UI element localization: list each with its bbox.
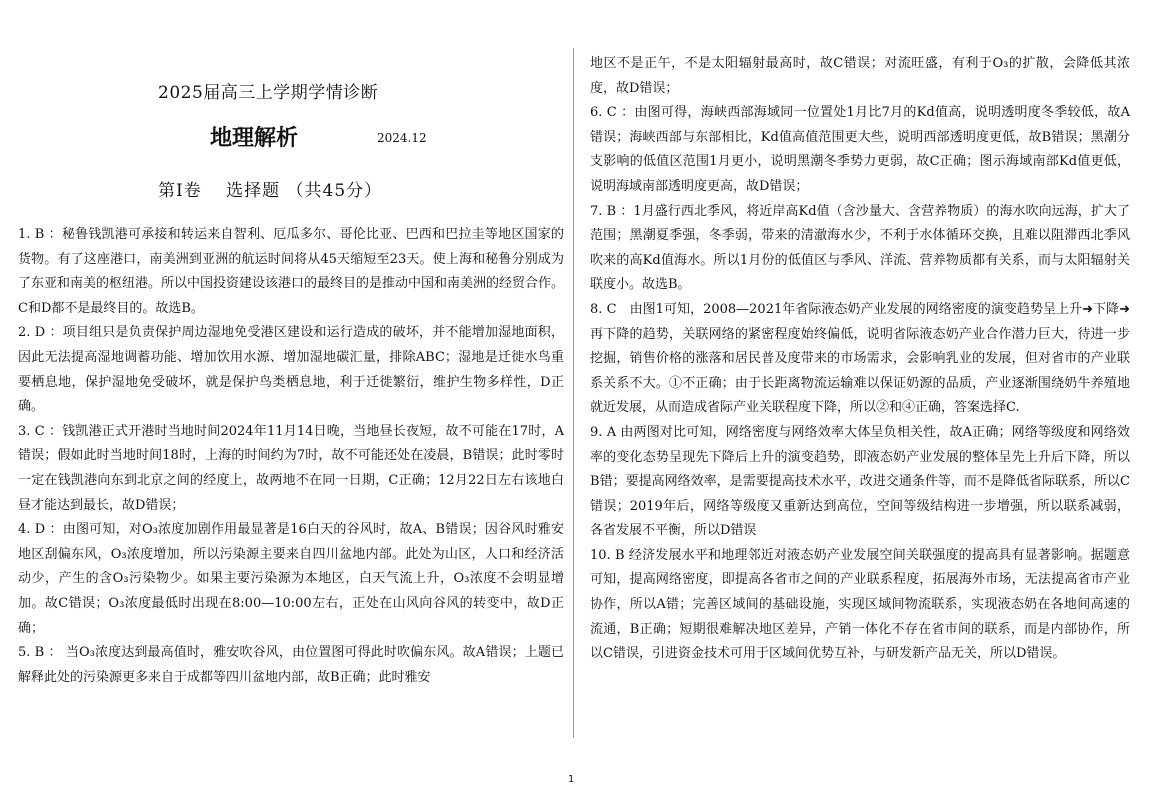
answer-7: 7. B ：1月盛行西北季风，将近岸高Kd值（含沙量大、含营养物质）的海水吹向远海，扩大了范围；黑潮夏季强，冬季弱，带来的清澈海水少，不利于水体循环交换，且难以阻滞西北季风吹来的高Kd值海水。所以1月份的低值区与季风、洋流、营养物质都有关系，而与太阳辐射关联度小。故选B。: [590, 203, 1130, 293]
answer-3: 3. C ：钱凯港正式开港时当地时间2024年11月14日晚，当地昼长夜短，故不可能在17时，A错误；假如此时当地时间18时，上海的时间约为7时，故不可能还处在凌晨，B错误；此时零时一定在钱凯港向东到北京之间的经度上，故两地不在同一日期，C正确；12月22日左右该地白昼才能达到最长，故D错误；: [18, 423, 564, 513]
answer-10: 10. B 经济发展水平和地理邻近对液态奶产业发展空间关联强度的提高具有显著影响。据题意可知，提高网络密度，即提高各省市之间的产业联系程度，拓展海外市场，无法提高省市产业协作，所以A错；完善区域间的基础设施，实现区域间物流联系，实现液态奶在各地间高速的流通，B正确；短期很难解决地区差异，产销一体化不存在省市间的联系，而是内部协作，所以C错误，引进资金技术可用于区域间优势互补，与研发新产品无关，所以D错误。: [590, 547, 1130, 662]
section-heading: 第Ⅰ卷 选择题 （共45分）: [158, 181, 383, 201]
exam-title: 2025届高三上学期学情诊断: [158, 83, 379, 103]
answer-1: 1. B ：秘鲁钱凯港可承接和转运来自智利、厄瓜多尔、哥伦比亚、巴西和巴拉圭等地区国家的货物。有了这座港口，南美洲到亚洲的航运时间将从45天缩短至23天。使上海和秘鲁分别成为了东亚和南美的枢纽港。所以中国投资建设该港口的最终目的是推动中国和南美洲的经贸合作。C和D都不是最终目的。故选B。: [18, 227, 565, 316]
answer-6: 6. C ：由图可得，海峡西部海域同一位置处1月比7月的Kd值高，说明透明度冬季较低，故A错误；海峡西部与东部相比，Kd值高值范围更大些，说明西部透明度更低，故B错误；黑潮分支影响的低值区范围1月更小，说明黑潮冬季势力更弱，故C正确；图示海域南部Kd值更低，说明海域南部透明度更高，故D错误；: [590, 105, 1130, 194]
column-divider: [573, 48, 574, 738]
answer-8: 8. C 由图1可知，2008—2021年省际液态奶产业发展的网络密度的演变趋势呈上升➜下降➜再下降的趋势，关联网络的紧密程度始终偏低，说明省际液态奶产业合作潜力巨大，待进一步挖掘，销售价格的涨落和居民普及度带来的市场需求，会影响乳业的发展，但对省市的产业联系关系不大。①不正确；由于长距离物流运输难以保证奶源的品质，产业逐渐围绕奶牛养殖地就近发展，从而造成省际产业关联程度下降，所以②和④正确，答案选择C.: [590, 301, 1130, 416]
answer-5-continued: 地区不是正午，不是太阳辐射最高时，故C错误；对流旺盛，有利于O₃的扩散，会降低其浓度，故D错误；: [590, 56, 1130, 96]
right-answers: [590, 52, 1130, 667]
answer-2: 2. D ：项目组只是负责保护周边湿地免受港区建设和运行造成的破坏，并不能增加湿地面积，因此无法提高湿地调蓄功能、增加饮用水源、增加湿地碳汇量，排除ABC；湿地是迁徙水鸟重要栖息地，保护湿地免受破坏，就是保护鸟类栖息地，利于迁徙繁衍，维护生物多样性，D正确。: [18, 325, 564, 415]
subject-heading: 地理解析: [210, 125, 299, 151]
answer-5: 5. B ： 当O₃浓度达到最高值时，雅安吹谷风，由位置图可得此时吹偏东风。故A错误；上题已解释此处的污染源更多来自于成都等四川盆地内部，故B正确；此时雅安: [18, 645, 564, 685]
answer-4: 4. D ：由图可知，对O₃浓度加剧作用最显著是16白天的谷风时，故A、B错误；因谷风时雅安地区刮偏东风，O₃浓度增加，所以污染源主要来自四川盆地内部。此处为山区，人口和经济活动少，产生的含O₃污染物少。如果主要污染源为本地区，白天气流上升，O₃浓度不会明显增加。故C错误；O₃浓度最低时出现在8:00—10:00左右，正处在山风向谷风的转变中，故D正确；: [18, 522, 564, 636]
left-answers: [18, 223, 564, 690]
answer-9: 9. A 由两图对比可知，网络密度与网络效率大体呈负相关性，故A正确；网络等级度和网络效率的变化态势呈现先下降后上升的演变趋势，即液态奶产业发展的整体呈先上升后下降，所以B错；要提高网络效率，是需要提高技术水平，改进交通条件等，而不是降低省际联系，所以C错误；2019年后，网络等级度又重新达到高位，空间等级结构进一步增强，所以联系减弱，各省发展不平衡，所以D错误: [590, 424, 1130, 539]
page-number: 1: [568, 774, 575, 785]
exam-date: 2024.12: [377, 131, 427, 145]
